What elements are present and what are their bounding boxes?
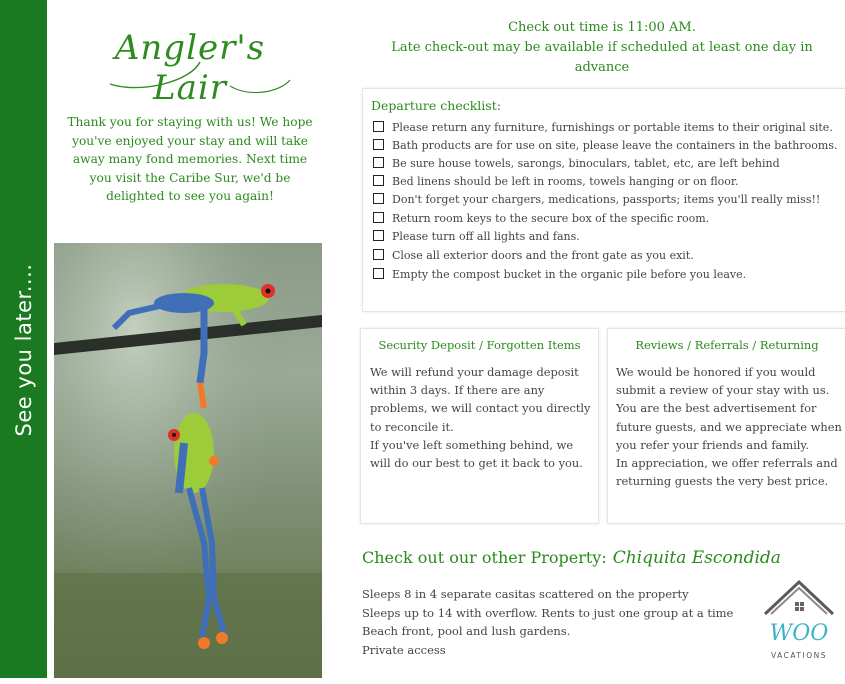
brand-title: Angler's Lair: [114, 28, 266, 108]
checklist-item: Close all exterior doors and the front gate as you exit.: [373, 249, 694, 265]
checklist-item: Bath products are for use on site, please leave the containers in the bathrooms.: [373, 139, 837, 155]
woo-vacations-logo: [757, 574, 841, 664]
late-checkout-line: Late check-out may be available if scheduled at least one day in advance: [391, 40, 813, 75]
other-property-label: Check out our other Property:: [362, 548, 607, 567]
checklist-item: Please return any furniture, furnishings or portable items to their original site.: [373, 121, 833, 137]
checklist-item: Be sure house towels, sarongs, binoculars, tablet, etc, are left behind: [373, 157, 780, 173]
checkbox-icon[interactable]: [373, 157, 384, 168]
checklist-title: Departure checklist:: [371, 98, 501, 113]
other-property-heading: [362, 548, 781, 568]
vacations-caption: VACATIONS: [770, 651, 828, 660]
detail-line: Beach front, pool and lush gardens.: [362, 624, 571, 638]
deposit-body: We will refund your damage deposit within 3 days. If there are any problems, we will contact you directly to reconcile it. If you've left something behind, we will do our best to get it back to you.: [370, 365, 591, 471]
sidebar-band: [0, 0, 47, 678]
reviews-title: Reviews / Referrals / Returning: [635, 338, 819, 352]
detail-line: Private access: [362, 642, 446, 657]
checkbox-icon[interactable]: [373, 212, 384, 223]
checklist-item: Please turn off all lights and fans.: [373, 230, 580, 246]
checklist-item: Don't forget your chargers, medications, passports; items you'll really miss!!: [373, 193, 820, 209]
checkbox-icon[interactable]: [373, 175, 384, 186]
checkbox-icon[interactable]: [373, 268, 384, 279]
checkbox-icon[interactable]: [373, 230, 384, 241]
detail-line: Sleeps up to 14 with overflow. Rents to just one group at a time: [362, 605, 734, 620]
departure-checklist-box: [362, 88, 845, 312]
checklist-item: Empty the compost bucket in the organic pile before you leave.: [373, 268, 746, 284]
detail-line: Sleeps 8 in 4 separate casitas scattered on the property: [362, 587, 689, 601]
reviews-body: We would be honored if you would submit a review of your stay with us. You are the best advertisement for future guests, and we appreciate when you refer your friends and family. In appreciation, we offer referrals and returning guests the very best price.: [616, 365, 842, 489]
checkbox-icon[interactable]: [373, 249, 384, 260]
security-deposit-box: [360, 328, 599, 524]
thank-you-message: Thank you for staying with us! We hope you've enjoyed your stay and will take away many fond memories. Next time you visit the Caribe Sur, we'd be delighted to see you again!: [67, 115, 313, 203]
checkbox-icon[interactable]: [373, 121, 384, 132]
other-property-details: [362, 585, 733, 659]
checklist-item: Return room keys to the secure box of the specific room.: [373, 212, 709, 228]
checkout-time-notice: [362, 18, 842, 78]
house-roof-icon: [757, 574, 841, 664]
reviews-box: [607, 328, 845, 524]
deposit-title: Security Deposit / Forgotten Items: [378, 338, 581, 352]
see-you-later-text: See you later....: [12, 263, 36, 437]
checkbox-icon[interactable]: [373, 139, 384, 150]
checkbox-icon[interactable]: [373, 193, 384, 204]
other-property-name[interactable]: Chiquita Escondida: [612, 548, 781, 568]
checkout-time-line: Check out time is 11:00 AM.: [508, 20, 696, 35]
frog-photo: [54, 243, 322, 678]
checklist-item: Bed linens should be left in rooms, towels hanging or on floor.: [373, 175, 738, 191]
woo-logo-wordmark: WOO: [769, 621, 829, 646]
frog-illustration-icon: [54, 243, 322, 678]
